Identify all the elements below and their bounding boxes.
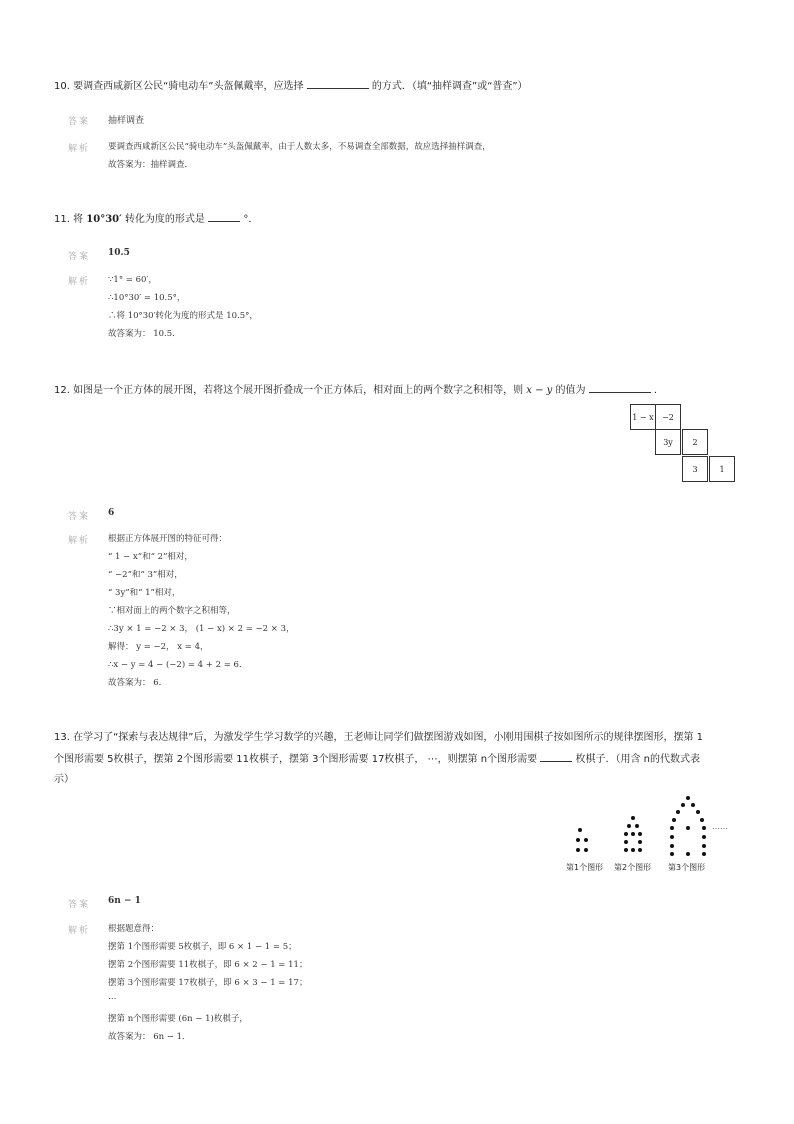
question-12-text-a: 12. 如图是一个正方体的展开图，若将这个展开图折叠成一个正方体后，相对面上的两个数字之积相等，则 [54,385,524,396]
dot [627,824,631,828]
dot [686,852,690,856]
answer-label: 答案 [68,252,91,262]
analysis-line: 摆第 3个图形需要 17枚棋子，即 6 × 3 − 1 = 17； [108,978,308,988]
answer-blank [307,79,369,89]
dot [700,818,704,822]
analysis-line: ∵1° = 60′， [108,275,157,285]
question-10-text-a: 10. 要调查西咸新区公民“骑电动车”头盔佩戴率，应选择 [54,81,304,92]
net-cell: 1 [709,456,735,482]
question-12-answer: 6 [108,508,115,518]
dot [584,848,588,852]
net-cell: 3 [682,456,708,482]
dot [686,796,690,800]
dot [676,810,680,814]
dot [686,826,690,830]
dot [670,844,674,848]
question-11-answer: 10.5 [108,248,130,258]
dot [635,824,639,828]
analysis-line: “ 1 − x”和“ 2”相对， [108,552,193,562]
dot [670,835,674,839]
net-cell: 3y [655,429,681,455]
dot [638,832,642,836]
analysis-line: 故答案为： 6． [108,678,168,688]
dot [638,840,642,844]
dot [670,852,674,856]
question-11-text-d: °． [243,214,259,225]
answer-blank [208,212,240,222]
analysis-line: ∵相对面上的两个数字之积相等， [108,606,236,616]
question-11-text-a: 11. 将 [54,214,84,225]
analysis-line: ∴10°30′ = 10.5°， [108,293,186,303]
net-cell: −2 [655,404,681,430]
answer-label: 答案 [68,512,91,522]
question-13-line-3: 示） [54,774,74,785]
question-12-text-c: 的值为 [555,385,586,396]
question-10 [54,79,528,94]
answer-blank [589,383,651,393]
net-cell: 2 [682,429,708,455]
analysis-line: 摆第 n个图形需要 (6n − 1)枚棋子， [108,1014,248,1024]
question-12-expression: x − y [526,385,553,396]
analysis-line: 解得： y = −2， x = 4， [108,642,209,652]
dot [631,832,635,836]
analysis-line: ⋯ [108,994,117,1004]
analysis-label: 解析 [68,926,91,936]
analysis-line: “ 3y”和“ 1”相对， [108,588,181,598]
figure-caption: 第2个图形 [614,863,652,872]
question-12 [54,383,664,398]
analysis-line: 根据正方体展开图的特征可得： [108,534,228,544]
dot [584,838,588,842]
dot [578,828,582,832]
analysis-line: 摆第 2个图形需要 11枚棋子，即 6 × 2 − 1 = 11； [108,960,308,970]
dot [670,826,674,830]
analysis-line: 故答案为：抽样调查． [108,160,194,170]
question-13-text-a: 个图形需要 5枚棋子，摆第 2个图形需要 11枚棋子，摆第 3个图形需要 17枚棋子， ⋯，则摆第 n个图形需要 [54,754,538,765]
analysis-line: 摆第 1个图形需要 5枚棋子，即 6 × 1 − 1 = 5； [108,942,297,952]
question-13-text-b: 枚棋子．（用含 n的代数式表 [575,754,701,765]
dot [638,848,642,852]
analysis-line: “ −2”和“ 3”相对， [108,570,183,580]
dot [624,848,628,852]
question-12-text-d: ． [653,385,664,396]
analysis-line: ∴x − y = 4 − (−2) = 4 + 2 = 6． [108,660,248,670]
answer-label: 答案 [68,900,91,910]
dot [624,840,628,844]
answer-label: 答案 [68,117,91,127]
answer-blank [540,752,572,762]
dot [691,803,695,807]
dot [576,848,580,852]
analysis-line: 要调查西咸新区公民“骑电动车”头盔佩戴率，由于人数太多，不易调查全部数据，故应选择抽样调查， [108,142,491,152]
figure-caption: 第1个图形 [566,863,604,872]
dot [702,844,706,848]
question-13-line-1: 13. 在学习了“探索与表达规律”后，为激发学生学习数学的兴趣，王老师让同学们做摆图游戏如图，小刚用围棋子按如图所示的规律摆图形，摆第 1 [54,732,703,743]
analysis-label: 解析 [68,144,91,154]
dot [702,852,706,856]
analysis-line: 根据题意得： [108,924,160,934]
figure-caption: 第3个图形 [668,863,706,872]
pattern-ellipsis: …… [712,822,728,831]
dot [681,803,685,807]
question-13-answer: 6n − 1 [108,896,141,906]
question-11 [54,212,258,227]
net-cell: 1 − x [630,404,656,430]
question-10-text-b: 的方式．（填“抽样调查”或“普查”） [371,81,528,92]
dot [624,832,628,836]
dot [702,826,706,830]
question-11-angle: 10°30′ [86,214,122,225]
dot [696,810,700,814]
dot [576,838,580,842]
question-13-line-2 [54,752,700,767]
question-10-answer: 抽样调查 [108,116,145,126]
dot [631,848,635,852]
analysis-line: 故答案为： 10.5． [108,329,181,339]
analysis-label: 解析 [68,277,91,287]
dot [702,835,706,839]
dot [631,816,635,820]
question-11-text-c: 转化为度的形式是 [124,214,205,225]
analysis-label: 解析 [68,536,91,546]
analysis-line: ∴将 10°30′转化为度的形式是 10.5°， [108,311,258,321]
dot [672,818,676,822]
analysis-line: ∴3y × 1 = −2 × 3， (1 − x) × 2 = −2 × 3， [108,624,295,634]
analysis-line: 故答案为： 6n − 1． [108,1032,191,1042]
